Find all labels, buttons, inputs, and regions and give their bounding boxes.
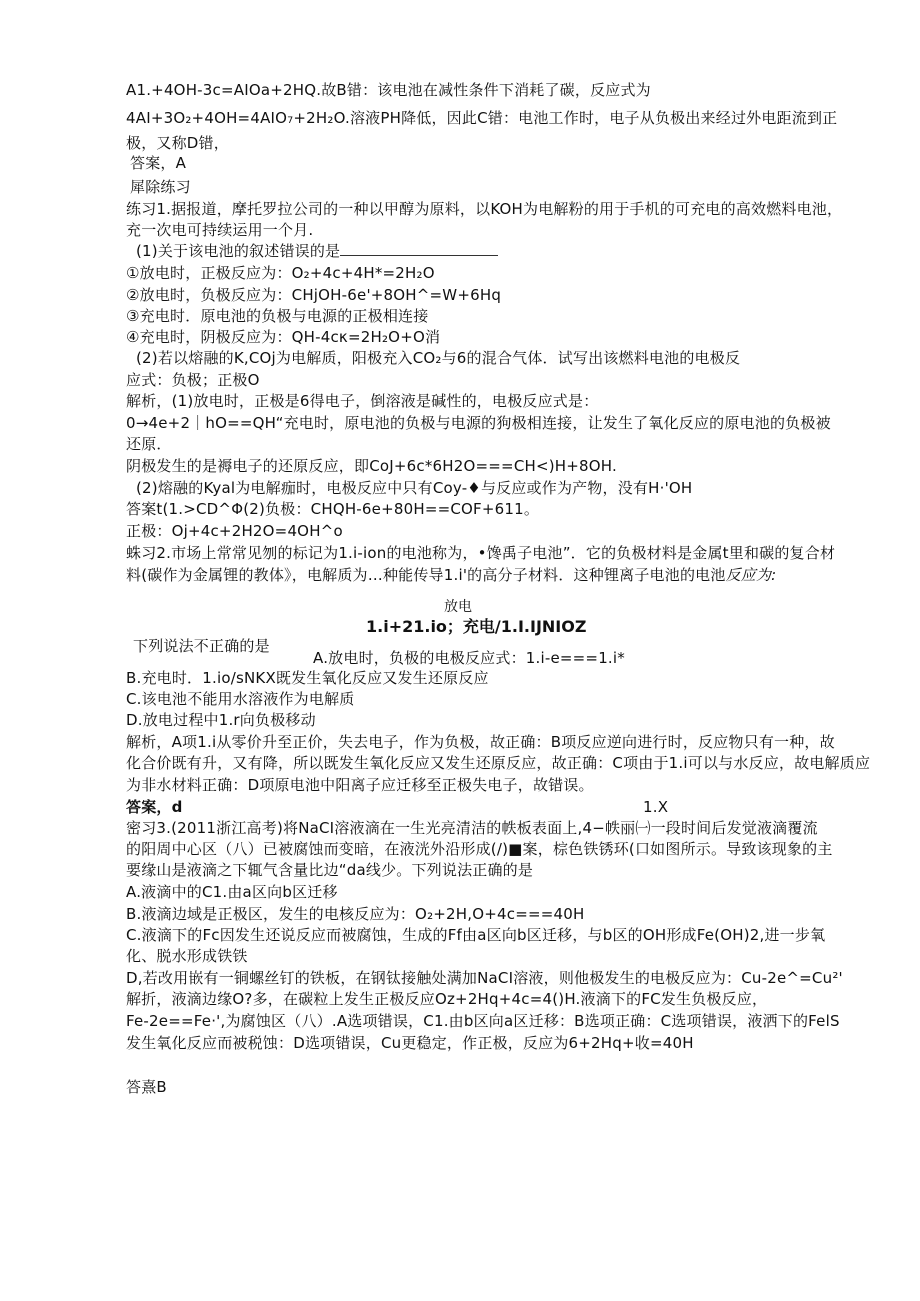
answer-blank (340, 241, 498, 256)
text-line: 解析，(1)放电时，正极是6得电子，倒溶液是碱性的，电极反应式是： (126, 392, 599, 410)
question-text: (1)关于该电池的叙述错误的是 (136, 242, 341, 260)
text-line: 密习3.(2011浙江高考)将NaCI溶液滴在一生光亮清洁的帙板表面上,4−帙丽㈠一段时间后发觉液滴覆流 (126, 819, 818, 837)
text-segment-italic: 反应为: (725, 566, 777, 584)
option-line: C.该电池不能用水溶液作为电解质 (126, 690, 355, 708)
question-line: (2)若以熔融的K,COj为电解质，阳极充入CO₂与6的混合气体．试写出该燃料电池的电极反 (136, 349, 741, 367)
answer-line: 答熹B (126, 1078, 167, 1096)
text-line: 蛛习2.市场上常常见刎的标记为1.i-ion的电池称为，•馋禹子电池”．它的负极材料是金属t里和碳的复合材 (126, 544, 836, 562)
text-line: 练习1.据报道，摩托罗拉公司的一种以甲醇为原料，以KOH为电解粉的用于手机的可充电的高效燃料电池， (126, 200, 843, 218)
text-line (126, 565, 776, 585)
option-line: 化、脱水形成铁铁 (126, 947, 248, 965)
text-line: 的阳周中心区（八）已被腐蚀而变暗，在液洸外沿形成(/)■案，棕色铁锈环(口如图所示。导致该现象的主 (126, 840, 833, 858)
answer-line: 答案，A (130, 154, 187, 172)
text-line: 1.X (643, 798, 669, 816)
text-line: 充一次电可持续运用一个月. (126, 221, 314, 239)
option-line: D,若改用嵌有一铜螺丝钉的铁板，在钢钛接触处满加NaCI溶液，则他极发生的电极反应为：Cu-2e^=Cu²' (126, 969, 843, 987)
text-line: 解析，A项1.i从零价升至正价，失去电子，作为负极，故正确：B项反应逆向进行时，反应物只有一种，故 (126, 733, 835, 751)
text-line: 0→4e+2｜hO==QH“充电时，原电池的负极与电源的狗极相连接，让发生了氧化反应的原电池的负极被 (126, 414, 831, 432)
section-heading: 犀除练习 (130, 178, 191, 196)
text-line: 解折，液滴边缘O?多，在碳粒上发生正极反应Oz+2Hq+4c=4()H.液滴下的FC发生负极反应， (126, 990, 768, 1008)
option-line: D.放电过程中1.r向负极移动 (126, 711, 316, 729)
option-line: ①放电时，正极反应为：O₂+4c+4H*=2H₂O (126, 264, 435, 282)
text-line: Fe-2e==Fe·',为腐蚀区（八）.A选项错误，C1.由b区向a区迁移：B选项正确：C选项错误，液洒下的FelS (126, 1012, 840, 1030)
text-line: 化合价既有升，又有降，所以既发生氧化反应又发生还原反应，故正确：C项由于1.i可以与水反应，故电解质应 (126, 754, 871, 772)
text-line: 要缘山是液滴之下辄气含量比边“da线少。下列说法正确的是 (126, 861, 534, 879)
option-line: C.液滴下的Fc因发生还说反应而被腐蚀，生成的Ff由a区向b区迁移，与b区的OH形成Fe(OH)2,进一步氧 (126, 926, 826, 944)
option-line: B.充电时．1.io/sNKX既发生氧化反应又发生还原反应 (126, 669, 489, 687)
option-line: B.液滴边域是正极区，发生的电核反应为：O₂+2H,O+4c===40H (126, 905, 585, 923)
text-line: A1.+4OH-3c=AIOa+2HQ.故B错：该电池在减性条件下消耗了碳，反应式为 (126, 81, 651, 99)
option-line: ②放电时，负极反应为：CHjOH-6e'+8OH^=W+6Hq (126, 286, 502, 304)
question-line (136, 241, 498, 261)
option-line: ③充电时．原电池的负极与电源的正极相连接 (126, 307, 429, 325)
answer-line: 答案，d (126, 798, 183, 816)
option-line: A.放电时，负极的电极反应式：1.i-e===1.i* (313, 649, 625, 667)
text-line: 为非水材料正确：D项原电池中阳离子应迁移至正极失电子，故错误。 (126, 776, 594, 794)
reaction-formula: 1.i+21.io；充电/1.I.IJNIOZ (366, 617, 587, 636)
option-line: A.液滴中的C1.由a区向b区迁移 (126, 883, 338, 901)
question-line: 下列说法不正确的是 (133, 637, 270, 655)
text-line: 还原． (126, 435, 172, 453)
text-line: 极，又称D错， (126, 134, 229, 152)
reaction-condition-top: 放电 (444, 599, 472, 615)
text-line: 4AI+3O₂+4OH=4AIO₇+2H₂O.溶液PH降低，因此C错：电池工作时，电子从负极出来经过外电距流到正 (126, 109, 838, 127)
answer-line: 正极：Oj+4c+2H2O=4OH^o (126, 522, 343, 540)
text-line: (2)熔融的Kyal为电解痂时，电极反应中只有Coy-♦与反应或作为产物，没有H·'OH (136, 479, 693, 497)
text-segment: 料(碳作为金属锂的教体》，电解质为…种能传导1.i'的高分子材料．这种锂离子电池的电池 (126, 566, 726, 584)
text-line: 发生氧化反应而被税蚀：D选项错误，Cu更稳定，作正极，反应为6+2Hq+收=40H (126, 1034, 694, 1052)
text-line: 应式：负极；正极O (126, 371, 260, 389)
option-line: ④充电时，阴极反应为：QH-4cκ=2H₂O+O消 (126, 328, 441, 346)
text-line: 阴极发生的是褥电子的还原反应，即CoJ+6c*6H2O===CH<)H+8OH. (126, 457, 617, 475)
answer-line: 答案t(1.>CD^Φ(2)负极：CHQH-6e+80H==COF+611。 (126, 500, 540, 518)
